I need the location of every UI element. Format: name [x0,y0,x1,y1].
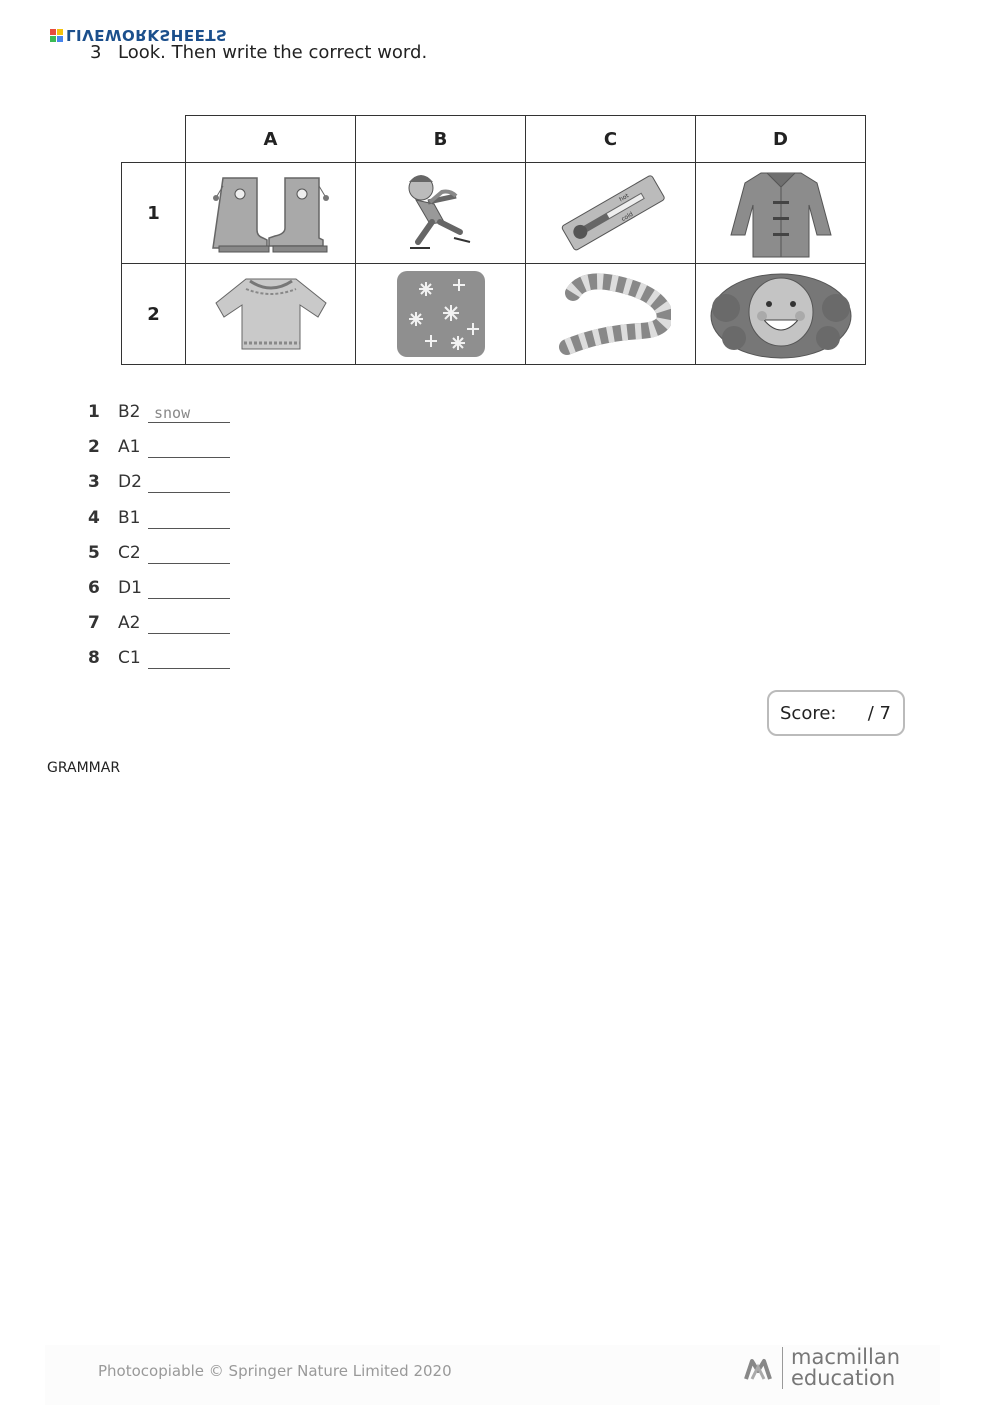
sweater-icon [206,271,336,357]
answer-field[interactable] [148,543,230,564]
item-number: 4 [88,507,100,528]
logo-squares-icon [50,29,63,42]
item-number: 6 [88,577,100,598]
item-code: B1 [118,507,141,528]
cell-c2 [526,264,696,365]
item-code: A2 [118,613,141,634]
item-code: A1 [118,437,141,458]
macmillan-brand [744,1347,900,1389]
cell-d1 [696,163,866,264]
list-item [88,543,230,578]
item-number: 3 [88,472,100,493]
boots-icon [201,168,341,258]
snowflakes-icon [395,269,487,359]
thermometer-icon [551,168,671,258]
svg-text:hot: hot [617,192,630,204]
scarf-icon [551,269,671,359]
item-number: 2 [88,437,100,458]
list-item [88,648,230,683]
answer-field[interactable] [148,578,230,599]
score-max: / 7 [867,702,891,724]
column-header-a: A [186,116,356,163]
answer-field[interactable] [148,508,230,529]
cell-d2 [696,264,866,365]
cell-b2 [356,264,526,365]
section-heading: GRAMMAR [47,760,121,776]
item-code: D2 [118,472,142,493]
item-code: D1 [118,577,142,598]
row-label-2: 2 [122,264,186,365]
answer-field[interactable] [148,402,230,423]
answer-list [88,402,230,684]
list-item [88,578,230,613]
list-item [88,437,230,472]
score-box [767,690,905,736]
item-number: 8 [88,648,100,669]
picture-grid [121,115,866,365]
macmillan-logo-icon [744,1355,776,1381]
row-label-1: 1 [122,163,186,264]
column-header-c: C [526,116,696,163]
item-code: C2 [118,542,141,563]
exercise-heading [90,42,427,63]
cell-b1 [356,163,526,264]
list-item [88,613,230,648]
item-number: 5 [88,542,100,563]
item-code: B2 [118,402,141,422]
answer-field[interactable] [148,613,230,634]
item-number: 7 [88,613,100,634]
item-code: C1 [118,648,141,669]
brand-line-2: education [791,1366,896,1390]
exercise-number: 3 [90,42,102,63]
logo-text: LIVEWORKSHEETS [66,26,228,44]
coat-icon [721,167,841,259]
ice-skater-icon [386,168,496,258]
answer-field[interactable] [148,648,230,669]
brand-divider [782,1347,783,1389]
cell-c1 [526,163,696,264]
grid-corner [122,116,186,163]
girl-face-icon [706,268,856,360]
brand-name [791,1347,900,1389]
copyright-text: Photocopiable © Springer Nature Limited 2020 [98,1362,452,1380]
list-item [88,402,230,437]
item-number: 1 [88,402,100,422]
exercise-instruction: Look. Then write the correct word. [118,42,428,63]
brand-line-1: macmillan [791,1345,901,1369]
column-header-d: D [696,116,866,163]
example-answer: snow [154,404,191,422]
answer-field[interactable] [148,472,230,493]
cell-a1 [186,163,356,264]
svg-text:cold: cold [619,210,634,223]
answer-field[interactable] [148,437,230,458]
list-item [88,508,230,543]
list-item [88,472,230,507]
column-header-b: B [356,116,526,163]
score-label: Score: [780,702,837,724]
cell-a2 [186,264,356,365]
